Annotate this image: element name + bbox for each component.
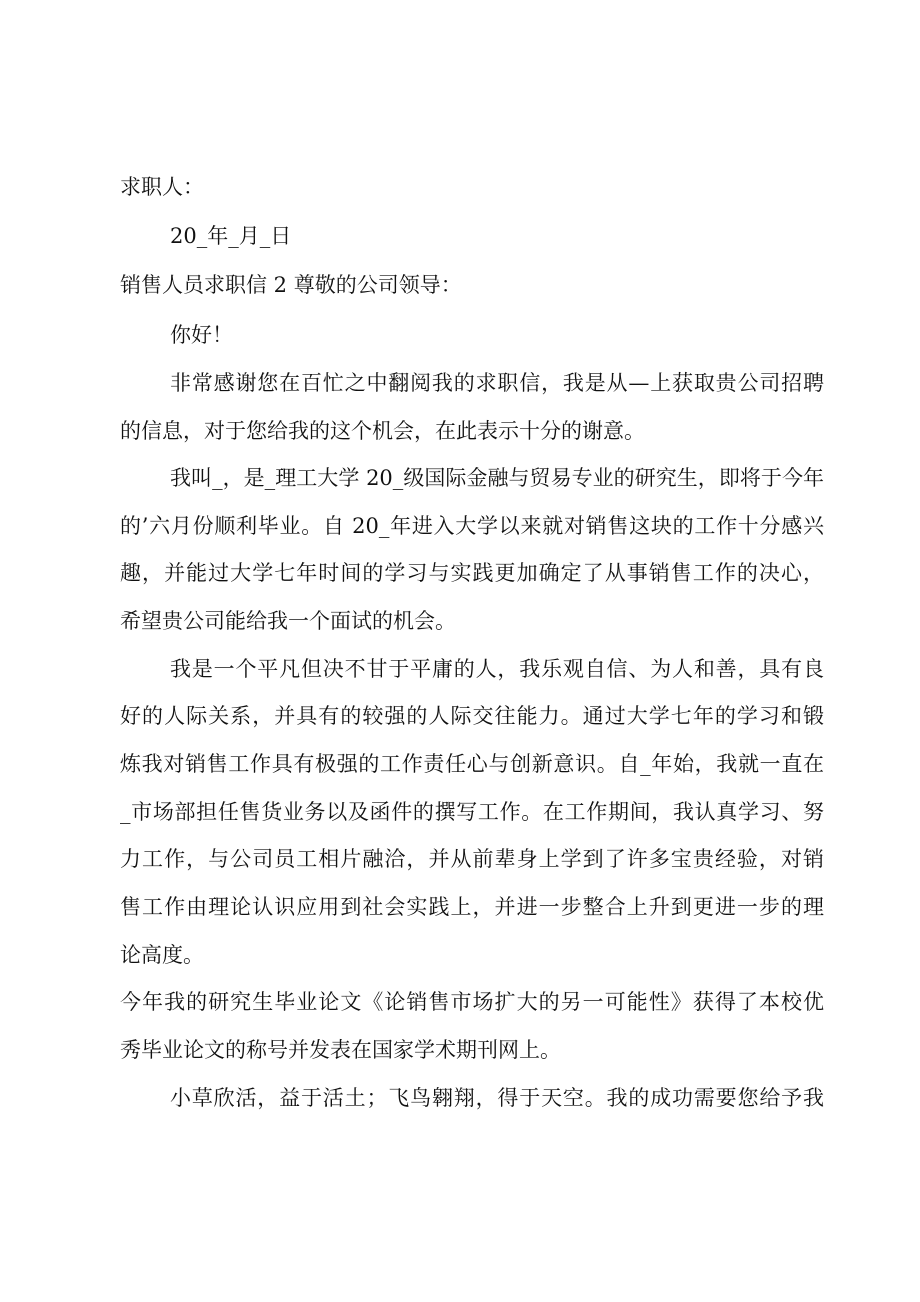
date-line: 20_年_月_日: [170, 224, 292, 248]
paragraph-3-line-7: 论高度。: [120, 943, 204, 967]
letter-heading: 销售人员求职信 2 尊敬的公司领导：: [120, 273, 462, 297]
paragraph-2-line-2: 的’六月份顺利毕业。自 20_年进入大学以来就对销售这块的工作十分感兴: [120, 514, 824, 538]
paragraph-3-line-3: 炼我对销售工作具有极强的工作责任心与创新意识。自_年始，我就一直在: [120, 752, 824, 776]
paragraph-1-line-1: 非常感谢您在百忙之中翻阅我的求职信，我是从—上获取贵公司招聘: [170, 371, 824, 395]
signature-label: 求职人：: [120, 175, 204, 199]
paragraph-4-line-2: 秀毕业论文的称号并发表在国家学术期刊网上。: [120, 1038, 561, 1062]
paragraph-5-line-1: 小草欣活，益于活土；飞鸟翱翔，得于天空。我的成功需要您给予我: [170, 1086, 824, 1110]
paragraph-3-line-2: 好的人际关系，并具有的较强的人际交往能力。通过大学七年的学习和锻: [120, 704, 824, 728]
paragraph-2-line-3: 趣，并能过大学七年时间的学习与实践更加确定了从事销售工作的决心，: [120, 561, 824, 585]
paragraph-2-line-1: 我叫_，是_理工大学 20_级国际金融与贸易专业的研究生，即将于今年: [170, 466, 824, 490]
paragraph-3-line-5: 力工作，与公司员工相片融洽，并从前辈身上学到了许多宝贵经验，对销: [120, 847, 824, 871]
paragraph-4-line-1: 今年我的研究生毕业论文《论销售市场扩大的另一可能性》获得了本校优: [120, 990, 824, 1014]
paragraph-3-line-4: _市场部担任售货业务以及函件的撰写工作。在工作期间，我认真学习、努: [120, 800, 824, 824]
paragraph-3-line-1: 我是一个平凡但决不甘于平庸的人，我乐观自信、为人和善，具有良: [170, 657, 824, 681]
paragraph-1-line-2: 的信息，对于您给我的这个机会，在此表示十分的谢意。: [120, 419, 645, 443]
greeting: 你好！: [170, 323, 233, 347]
paragraph-2-line-4: 希望贵公司能给我一个面试的机会。: [120, 609, 456, 633]
paragraph-3-line-6: 售工作由理论认识应用到社会实践上，并进一步整合上升到更进一步的理: [120, 895, 824, 919]
